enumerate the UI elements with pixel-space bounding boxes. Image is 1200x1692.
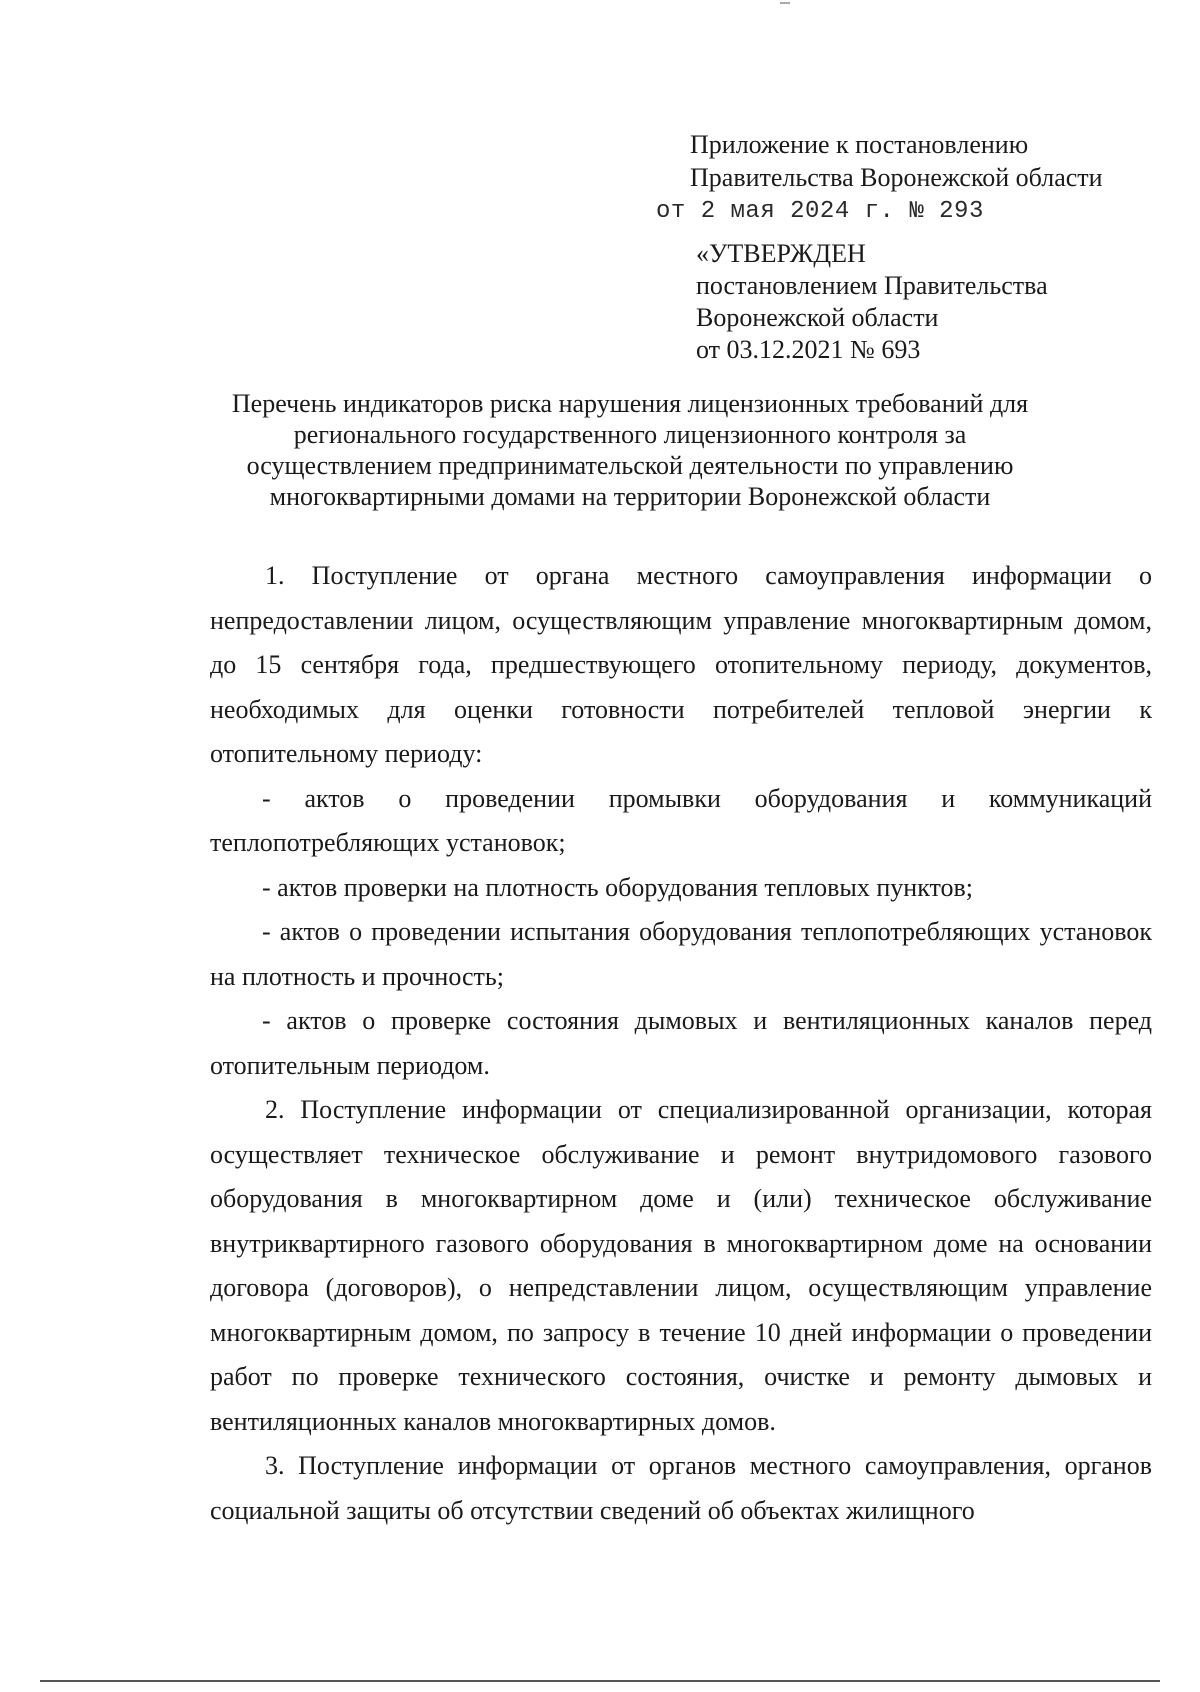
title-line-2: регионального государственного лицензионного контроля за <box>293 420 967 449</box>
appendix-header <box>690 128 1103 194</box>
approved-block <box>696 238 1048 366</box>
document-body <box>210 554 1152 1533</box>
page-bottom-rule <box>40 1680 1160 1682</box>
scan-artifact <box>780 2 790 4</box>
appendix-line-2: Правительства Воронежской области <box>690 163 1103 192</box>
approved-line-2: постановлением Правительства <box>696 271 1048 300</box>
paragraph-3: 3. Поступление информации от органов местного самоуправления, органов социальной защиты об отсутствии сведений об объектах жилищного <box>210 1451 1152 1525</box>
list-item-4: - актов о проверке состояния дымовых и вентиляционных каналов перед отопительным периодом. <box>210 1006 1152 1080</box>
title-line-4: многоквартирными домами на территории Воронежской области <box>269 482 991 511</box>
paragraph-1: 1. Поступление от органа местного самоуправления информации о непредоставлении лицом, осуществляющим управление многоквартирным домом, до 15 сентября года, предшествующего отопительному периоду, документов, необходимых для оценки готовности потребителей тепловой энергии к отопительному периоду: <box>210 561 1152 768</box>
list-item-2: - актов проверки на плотность оборудования тепловых пунктов; <box>262 872 974 902</box>
resolution-date-stamp: от 2 мая 2024 г. № 293 <box>656 198 984 225</box>
approved-line-1: «УТВЕРЖДЕН <box>696 239 866 268</box>
approved-line-4: от 03.12.2021 № 693 <box>696 335 921 364</box>
title-line-1: Перечень индикаторов риска нарушения лицензионных требований для <box>231 389 1029 418</box>
list-item-3: - актов о проведении испытания оборудования теплопотребляющих установок на плотность и прочность; <box>210 917 1152 991</box>
title-line-3: осуществлением предпринимательской деятельности по управлению <box>246 451 1014 480</box>
appendix-line-1: Приложение к постановлению <box>690 130 1029 159</box>
list-item-1: - актов о проведении промывки оборудования и коммуникаций теплопотребляющих установок; <box>210 783 1152 857</box>
approved-line-3: Воронежской области <box>696 303 939 332</box>
document-title <box>200 388 1060 512</box>
paragraph-2: 2. Поступление информации от специализированной организации, которая осуществляет техническое обслуживание и ремонт внутридомового газового оборудования в многоквартирном доме и (или) техническое обслуживание внутриквартирного газового оборудования в многоквартирном доме на основании договора (договоров), о непредставлении лицом, осуществляющим управление многоквартирным домом, по запросу в течение 10 дней информации о проведении работ по проверке технического состояния, очистке и ремонту дымовых и вентиляционных каналов многоквартирных домов. <box>210 1095 1152 1436</box>
